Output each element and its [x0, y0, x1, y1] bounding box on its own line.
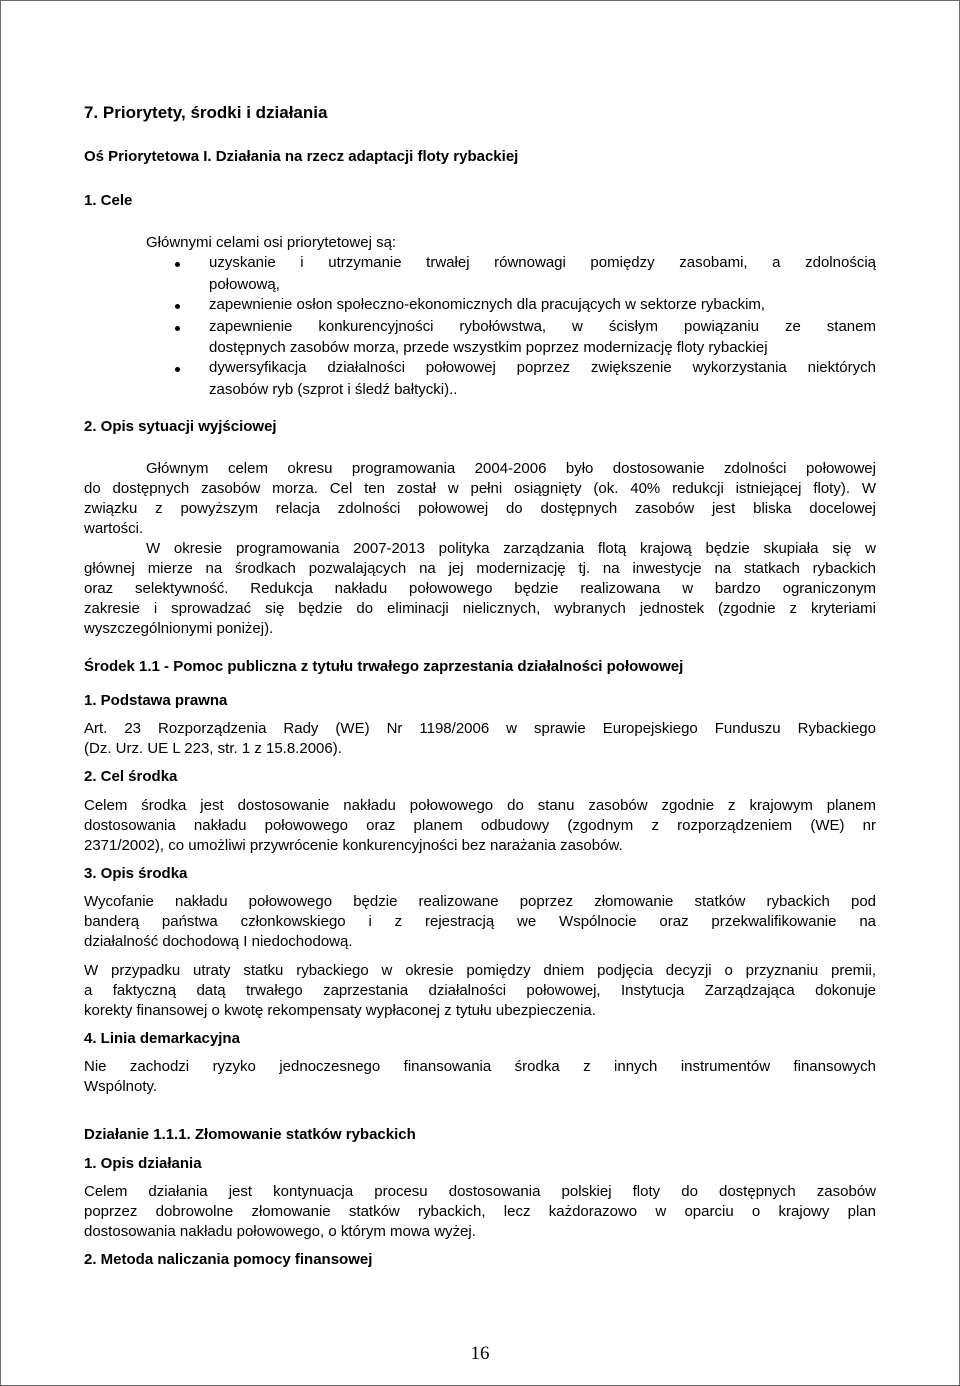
bullet-marker — [175, 326, 180, 331]
opis-sytuacji-heading: 2. Opis sytuacji wyjściowej — [84, 418, 277, 435]
opis-srodka-para1-line-3: działalność dochodową I niedochodową. — [84, 933, 353, 950]
podstawa-line-1: Art. 23 Rozporządzenia Rady (WE) Nr 1198/2006 w sprawie Europejskiego Funduszu Rybackiego — [84, 720, 876, 737]
metoda-heading: 2. Metoda naliczania pomocy finansowej — [84, 1251, 373, 1268]
opis-dzialania-heading: 1. Opis działania — [84, 1155, 202, 1172]
opis-srodka-heading: 3. Opis środka — [84, 865, 188, 882]
cele-heading: 1. Cele — [84, 192, 133, 209]
opis-srodka-para1-line-1: Wycofanie nakładu połowowego będzie realizowane poprzez złomowanie statków rybackich pod — [84, 893, 876, 910]
cele-bullet-3-line-1: zapewnienie konkurencyjności rybołówstwa, w ścisłym powiązaniu ze stanem — [209, 318, 876, 335]
linia-heading: 4. Linia demarkacyjna — [84, 1030, 240, 1047]
cel-srodka-line-1: Celem środka jest dostosowanie nakładu połowowego do stanu zasobów zgodnie z krajowym planem — [84, 797, 876, 814]
podstawa-heading: 1. Podstawa prawna — [84, 692, 228, 709]
opis-dzialania-line-1: Celem działania jest kontynuacja procesu dostosowania polskiej floty do dostępnych zasobów — [84, 1183, 876, 1200]
chapter-heading: 7. Priorytety, środki i działania — [84, 103, 328, 122]
opis-para1-line-4: wartości. — [84, 520, 144, 537]
cele-bullet-3-line-2: dostępnych zasobów morza, przede wszystkim poprzez modernizację floty rybackiej — [209, 339, 768, 356]
opis-para2-line-2: głównej mierze na środkach pozwalających na jej modernizację tj. na inwestycje na statkach rybackich — [84, 560, 876, 577]
opis-para2-line-3: oraz selektywność. Redukcja nakładu połowowego będzie realizowana w bardzo ograniczonym — [84, 580, 876, 597]
bullet-marker — [175, 304, 180, 309]
linia-line-1: Nie zachodzi ryzyko jednoczesnego finansowania środka z innych instrumentów finansowych — [84, 1058, 876, 1075]
cele-bullet-4-line-2: zasobów ryb (szprot i śledź bałtycki).. — [209, 381, 458, 398]
linia-line-2: Wspólnoty. — [84, 1078, 158, 1095]
opis-para1-line-2: do dostępnych zasobów morza. Cel ten został w pełni osiągnięty (ok. 40% redukcji istniejącej floty). W — [84, 480, 876, 497]
cel-srodka-line-2: dostosowania nakładu połowowego oraz planem odbudowy (zgodnym z rozporządzeniem (WE) nr — [84, 817, 876, 834]
cele-intro: Głównymi celami osi priorytetowej są: — [146, 234, 397, 251]
opis-srodka-para2-line-1: W przypadku utraty statku rybackiego w okresie pomiędzy dniem podjęcia decyzji o przyznaniu premii, — [84, 962, 876, 979]
opis-para2-line-5: wyszczególnionymi poniżej). — [84, 620, 274, 637]
opis-srodka-para2-line-2: a faktyczną datą trwałego zaprzestania działalności połowowej, Instytucja Zarządzająca dokonuje — [84, 982, 876, 999]
opis-para2-line-4: zakresie i sprowadzać się będzie do eliminacji nielicznych, wybranych jednostek (zgodnie z kryteriami — [84, 600, 876, 617]
opis-srodka-para2-line-3: korekty finansowej o kwotę rekompensaty wypłaconej z tytułu ubezpieczenia. — [84, 1002, 596, 1019]
priority-axis-heading: Oś Priorytetowa I. Działania na rzecz adaptacji floty rybackiej — [84, 148, 519, 165]
opis-srodka-para1-line-2: banderą państwa członkowskiego i z rejestracją we Wspólnocie oraz przekwalifikowanie na — [84, 913, 876, 930]
dzialanie-heading: Działanie 1.1.1. Złomowanie statków rybackich — [84, 1126, 416, 1143]
opis-para1-line-3: związku z powyższym relacja zdolności połowowej do dostępnych zasobów jest bliska docelowej — [84, 500, 876, 517]
cele-bullet-2: zapewnienie osłon społeczno-ekonomicznych dla pracujących w sektorze rybackim, — [209, 296, 766, 313]
opis-dzialania-line-3: dostosowania nakładu połowowego, o którym mowa wyżej. — [84, 1223, 476, 1240]
cele-bullet-1-line-1: uzyskanie i utrzymanie trwałej równowagi pomiędzy zasobami, a zdolnością — [209, 254, 876, 271]
bullet-marker — [175, 367, 180, 372]
cele-bullet-1-line-2: połowową, — [209, 276, 280, 293]
bullet-marker — [175, 262, 180, 267]
srodek-heading: Środek 1.1 - Pomoc publiczna z tytułu trwałego zaprzestania działalności połowowej — [84, 658, 684, 675]
cel-srodka-heading: 2. Cel środka — [84, 768, 178, 785]
opis-para1-line-1: Głównym celem okresu programowania 2004-2006 było dostosowanie zdolności połowowej — [146, 460, 876, 477]
opis-para2-line-1: W okresie programowania 2007-2013 polityka zarządzania flotą krajową będzie skupiała się w — [146, 540, 876, 557]
cele-bullet-4-line-1: dywersyfikacja działalności połowowej poprzez zwiększenie wykorzystania niektórych — [209, 359, 876, 376]
cel-srodka-line-3: 2371/2002), co umożliwi przywrócenie konkurencyjności bez narażania zasobów. — [84, 837, 623, 854]
page-number: 16 — [470, 1343, 490, 1364]
opis-dzialania-line-2: poprzez dobrowolne złomowanie statków rybackich, lecz każdorazowo w oparciu o krajowy plan — [84, 1203, 876, 1220]
podstawa-line-2: (Dz. Urz. UE L 223, str. 1 z 15.8.2006). — [84, 740, 342, 757]
